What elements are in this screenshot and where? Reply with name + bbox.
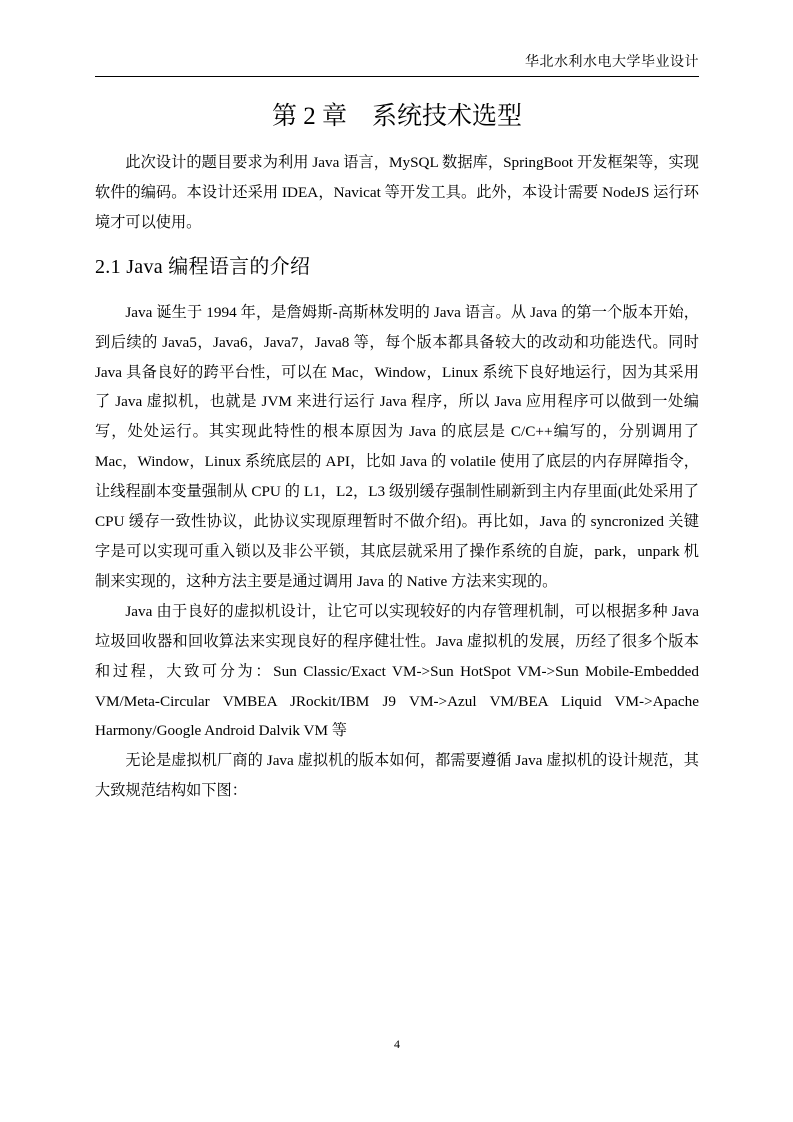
section-paragraph-3: 无论是虚拟机厂商的 Java 虚拟机的版本如何，都需要遵循 Java 虚拟机的设计规范，其大致规范结构如下图： xyxy=(95,752,699,800)
chapter-title: 第 2 章 系统技术选型 xyxy=(271,103,522,130)
document-body xyxy=(95,148,699,806)
section-paragraph-2: Java 由于良好的虚拟机设计，让它可以实现较好的内存管理机制，可以根据多种 Java 垃圾回收器和回收算法来实现良好的程序健壮性。Java 虚拟机的发展，历经了很多个版本和过程，大致可分为：Sun Classic/Exact VM->Sun HotSpot VM->Sun Mobile-Embedded VM/Meta-Circular VMBEA JRockit/IBM J9 VM->Azul VM/BEA Liquid VM->Apache Harmony/Google Android Dalvik VM 等 xyxy=(95,602,699,740)
running-header: 华北水利水电大学毕业设计 xyxy=(525,55,699,70)
intro-paragraph: 此次设计的题目要求为利用 Java 语言，MySQL 数据库，SpringBoot 开发框架等，实现软件的编码。本设计还采用 IDEA，Navicat 等开发工具。此外，本设计需要 NodeJS 运行环境才可以使用。 xyxy=(95,154,699,231)
section-heading: 2.1 Java 编程语言的介绍 xyxy=(95,255,311,278)
header-rule xyxy=(95,76,699,77)
page-number: 4 xyxy=(394,1037,400,1051)
section-paragraph-1: Java 诞生于 1994 年，是詹姆斯-高斯林发明的 Java 语言。从 Java 的第一个版本开始，到后续的 Java5，Java6，Java7，Java8 等，每个版本都具备较大的改动和功能迭代。同时 Java 具备良好的跨平台性，可以在 Mac，Window，Linux 系统下良好地运行，因为其采用了 Java 虚拟机，也就是 JVM 来进行运行 Java 程序，所以 Java 应用程序可以做到一处编写，处处运行。其实现此特性的根本原因为 Java 的底层是 C/C++编写的，分别调用了 Mac，Window，Linux 系统底层的 API，比如 Java 的 volatile 使用了底层的内存屏障指令，让线程副本变量强制从 CPU 的 L1，L2，L3 级别缓存强制性刷新到主内存里面(此处采用了 CPU 缓存一致性协议，此协议实现原理暂时不做介绍)。再比如，Java 的 syncronized 关键字是可以实现可重入锁以及非公平锁，其底层就采用了操作系统的自旋，park，unpark 机制来实现的，这种方法主要是通过调用 Java 的 Native 方法来实现的。 xyxy=(95,303,699,590)
